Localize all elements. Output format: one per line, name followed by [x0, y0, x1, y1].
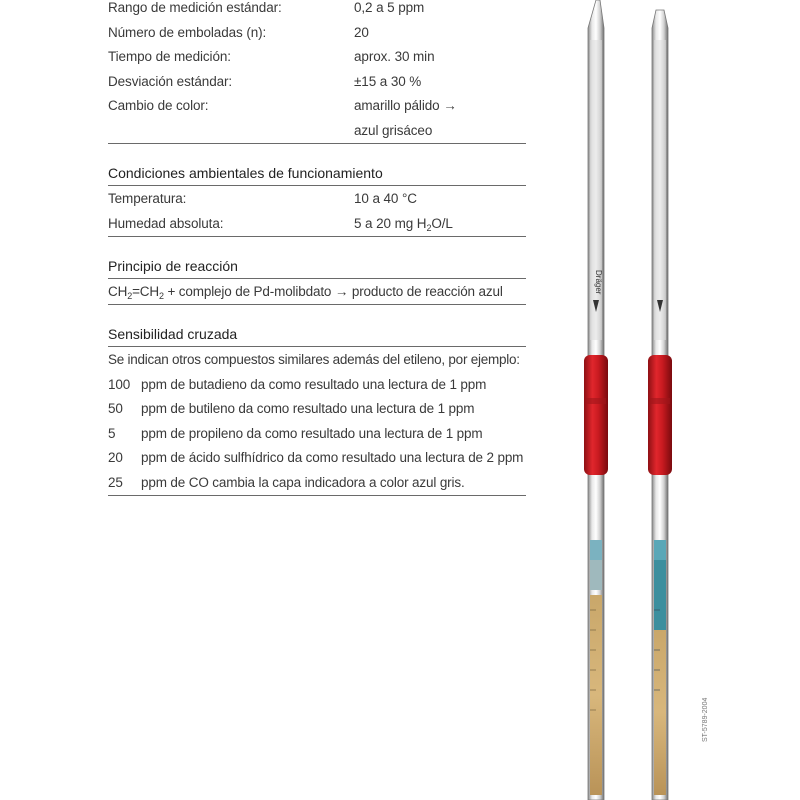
cross-amount: 50 — [108, 401, 123, 416]
spec-value: 20 — [354, 24, 369, 40]
divider — [108, 346, 526, 347]
spec-value: amarillo pálido → azul grisáceo — [354, 98, 457, 138]
spec-value: ±15 a 30 % — [354, 73, 422, 89]
cross-row — [108, 373, 526, 398]
cross-amount: 20 — [108, 450, 123, 465]
spec-label: Número de emboladas (n): — [108, 24, 267, 40]
spec-row — [108, 21, 526, 46]
image-caption: ST-5789-2004 — [702, 697, 709, 742]
spec-value: 0,2 a 5 ppm — [354, 0, 425, 15]
cross-amount: 5 — [108, 425, 116, 441]
spec-row — [108, 45, 526, 70]
cross-text: ppm de propileno da como resultado una lectura de 1 ppm — [141, 425, 483, 441]
divider — [108, 304, 526, 305]
divider — [108, 495, 526, 496]
spec-value: aprox. 30 min — [354, 49, 435, 64]
cross-text: ppm de CO cambia la capa indicadora a color azul gris. — [141, 474, 465, 490]
cross-row — [108, 471, 526, 496]
reaction-formula: $CH_2=CH_2$ + complejo de Pd-molibdato → producto de reacción azul — [108, 284, 503, 301]
tube-right — [648, 10, 672, 800]
cross-text: ppm de butileno da como resultado una lectura de 1 ppm — [141, 401, 475, 416]
cross-intro: Se indican otros compuestos similares además del etileno, por ejemplo: — [108, 352, 520, 367]
env-value: 5 a 20 mg $H_2O/L$ — [354, 215, 453, 233]
section-title-reaction: Principio de reacción — [108, 258, 238, 274]
section-title-env: Condiciones ambientales de funcionamiento — [108, 165, 383, 181]
divider — [108, 143, 526, 144]
divider — [108, 236, 526, 237]
env-row — [108, 212, 526, 237]
spec-label: Tiempo de medición: — [108, 49, 231, 64]
spec-label: Cambio de color: — [108, 98, 209, 113]
detector-tubes-image — [560, 0, 710, 800]
section-title-cross: Sensibilidad cruzada — [108, 326, 238, 342]
env-value: 10 a 40 °C — [354, 191, 417, 206]
spec-row — [108, 70, 526, 95]
cross-row — [108, 422, 526, 447]
specs-table — [108, 0, 526, 143]
cross-row — [108, 397, 526, 422]
spec-label: Desviación estándar: — [108, 73, 233, 89]
spec-label: Rango de medición estándar: — [108, 0, 282, 15]
cross-text: ppm de butadieno da como resultado una lectura de 1 ppm — [141, 376, 487, 392]
cross-amount: 100 — [108, 376, 131, 392]
divider — [108, 278, 526, 279]
env-label: Humedad absoluta: — [108, 215, 224, 231]
spec-row — [108, 0, 526, 21]
env-row — [108, 187, 526, 212]
env-label: Temperatura: — [108, 191, 187, 206]
datasheet — [108, 0, 526, 496]
tube-brand-label: Dräger — [594, 270, 603, 295]
cross-amount: 25 — [108, 474, 123, 490]
divider — [108, 185, 526, 186]
spec-row — [108, 94, 526, 143]
cross-text: ppm de ácido sulfhídrico da como resultado una lectura de 2 ppm — [141, 450, 524, 465]
tube-left — [584, 0, 608, 800]
cross-row — [108, 446, 526, 471]
